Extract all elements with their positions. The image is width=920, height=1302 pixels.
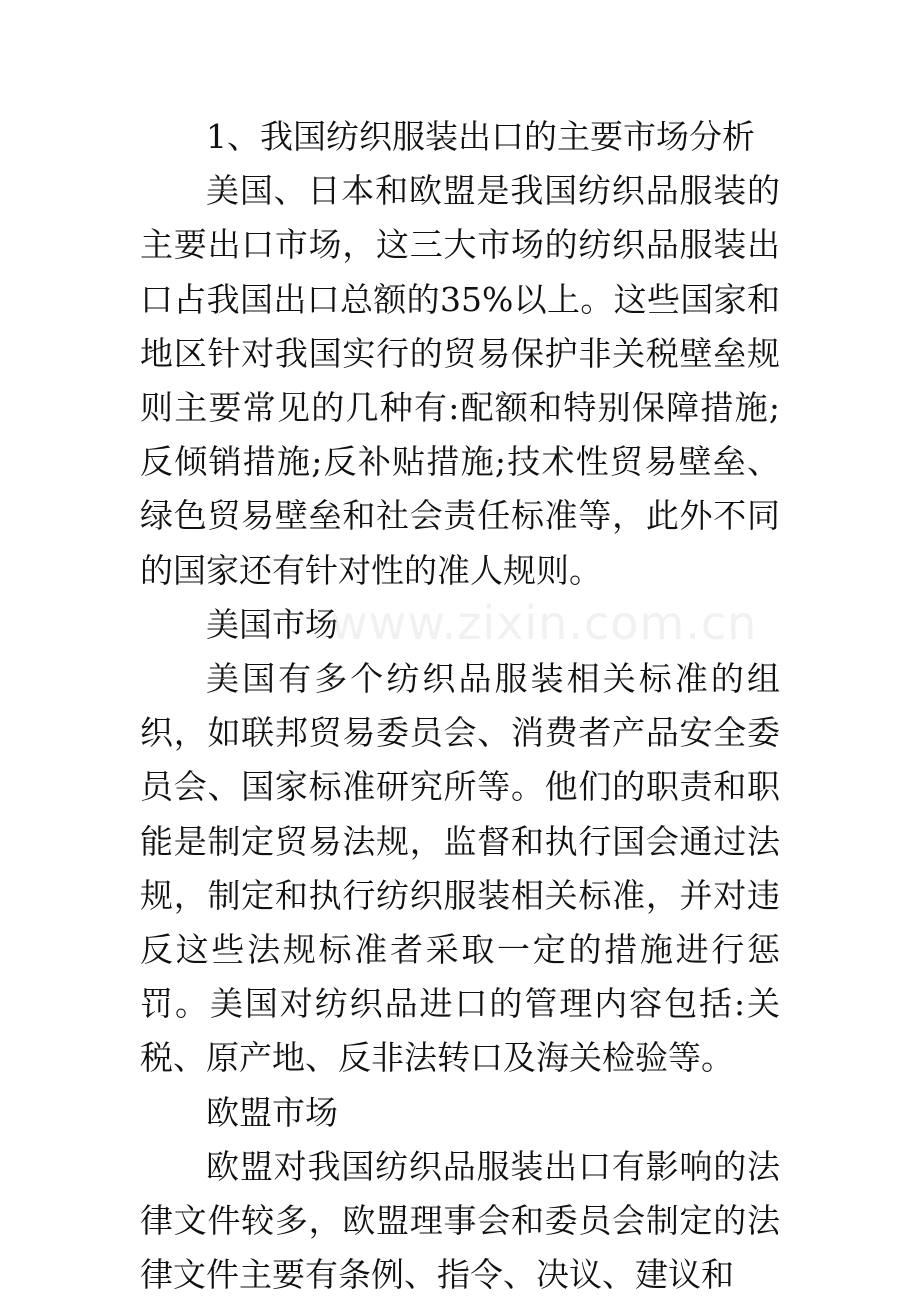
intro-paragraph: 美国、日本和欧盟是我国纺织品服装的主要出口市场，这三大市场的纺织品服装出口占我国出口总额的35%以上。这些国家和地区针对我国实行的贸易保护非关税壁垒规则主要常见的几种有:配额和特别保障措施;反倾销措施;反补贴措施;技术性贸易壁垒、绿色贸易壁垒和社会责任标准等，此外不同的国家还有针对性的准人规则。 bbox=[140, 171, 780, 590]
eu-market-heading: 欧盟市场 bbox=[206, 1092, 338, 1132]
watermark: www.zixin.com.cn bbox=[330, 596, 758, 650]
section-heading: 1、我国纺织服装出口的主要市场分析 bbox=[206, 117, 755, 156]
us-market-paragraph: 美国有多个纺织品服装相关标准的组织，如联邦贸易委员会、消费者产品安全委员会、国家标准研究所等。他们的职责和职能是制定贸易法规，监督和执行国会通过法规，制定和执行纺织服装相关标准，并对违反这些法规标准者采取一定的措施进行惩罚。美国对纺织品进口的管理内容包括:关税、原产地、反非法转口及海关检验等。 bbox=[140, 659, 780, 1078]
document-body bbox=[140, 110, 780, 1302]
us-market-heading: 美国市场 bbox=[206, 604, 338, 644]
eu-market-paragraph: 欧盟对我国纺织品服装出口有影响的法律文件较多，欧盟理事会和委员会制定的法律文件主要有条例、指令、决议、建议和 bbox=[140, 1146, 780, 1295]
